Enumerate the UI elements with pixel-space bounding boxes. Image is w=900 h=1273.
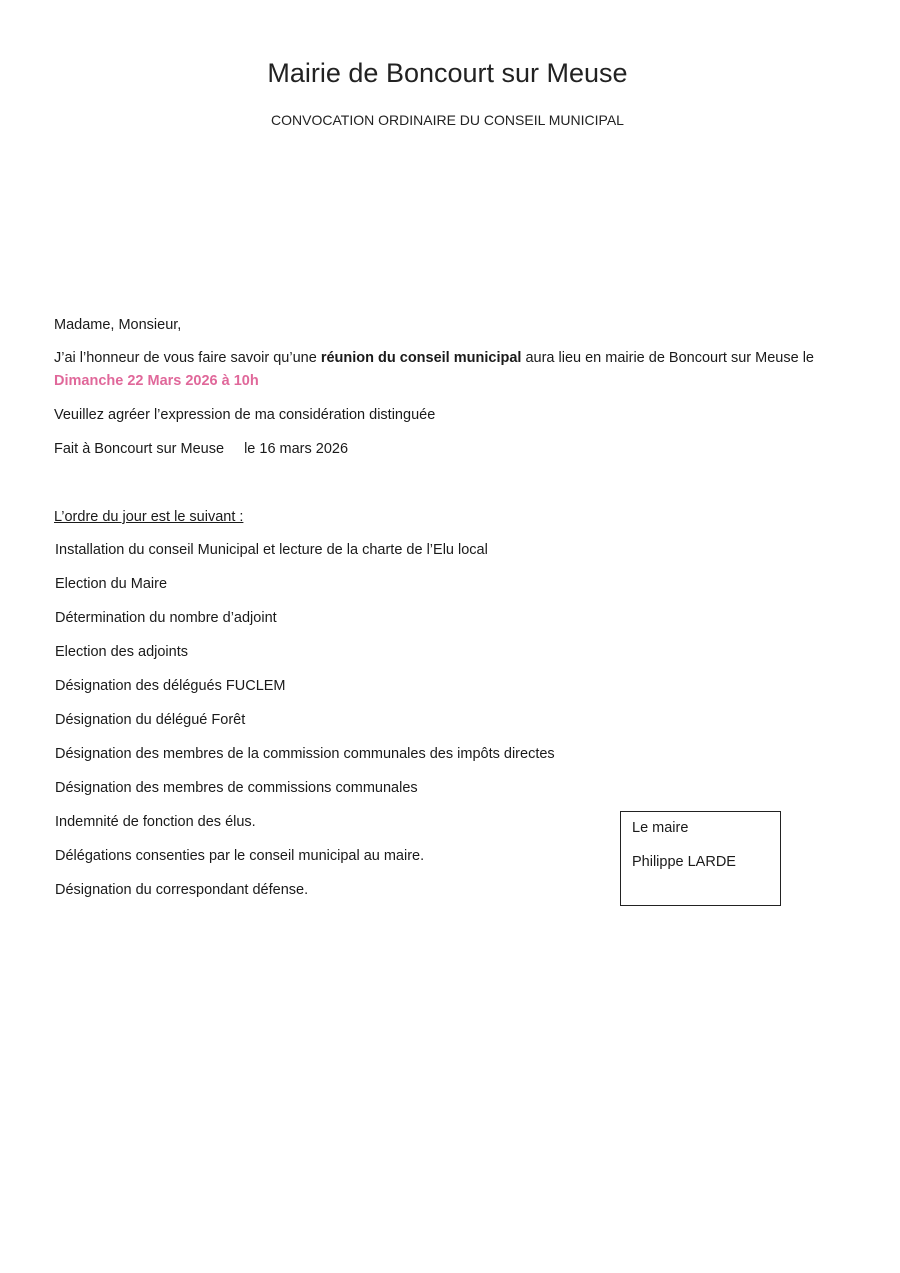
agenda-item: Installation du conseil Municipal et lecture de la charte de l’Elu local [55, 542, 488, 558]
place-and-date [54, 441, 348, 457]
agenda-list [55, 540, 555, 914]
document-title: Mairie de Boncourt sur Meuse [267, 58, 628, 88]
agenda-item: Election des adjoints [55, 644, 188, 660]
agenda-item: Délégations consenties par le conseil municipal au maire. [55, 848, 425, 864]
agenda-item: Désignation des délégués FUCLEM [55, 678, 286, 694]
agenda-item: Désignation des membres de la commission communales des impôts directes [55, 746, 555, 762]
agenda-item: Election du Maire [55, 576, 168, 592]
signing-place: Fait à Boncourt sur Meuse [54, 441, 225, 457]
signature-name: Philippe LARDE [632, 854, 736, 870]
intro-paragraph [54, 350, 814, 366]
agenda-item: Désignation des membres de commissions communales [55, 780, 418, 796]
salutation: Madame, Monsieur, [54, 317, 182, 333]
signature-box [620, 811, 781, 906]
intro-text-bold: réunion du conseil municipal [320, 350, 522, 366]
intro-text-end: aura lieu en mairie de Boncourt sur Meuse le [521, 350, 814, 366]
agenda-item: Détermination du nombre d’adjoint [55, 610, 277, 626]
signature-role: Le maire [632, 820, 689, 836]
closing-formula: Veuillez agréer l’expression de ma considération distinguée [54, 407, 436, 423]
agenda-item: Désignation du délégué Forêt [55, 712, 246, 728]
meeting-date: Dimanche 22 Mars 2026 à 10h [54, 373, 259, 389]
agenda-heading: L’ordre du jour est le suivant : [54, 509, 244, 525]
agenda-item: Désignation du correspondant défense. [55, 882, 309, 898]
agenda-item: Indemnité de fonction des élus. [55, 814, 256, 830]
signing-date: le 16 mars 2026 [244, 441, 349, 457]
intro-text-start: J’ai l’honneur de vous faire savoir qu’une [54, 350, 321, 366]
document-subtitle: CONVOCATION ORDINAIRE DU CONSEIL MUNICIPAL [271, 112, 624, 128]
